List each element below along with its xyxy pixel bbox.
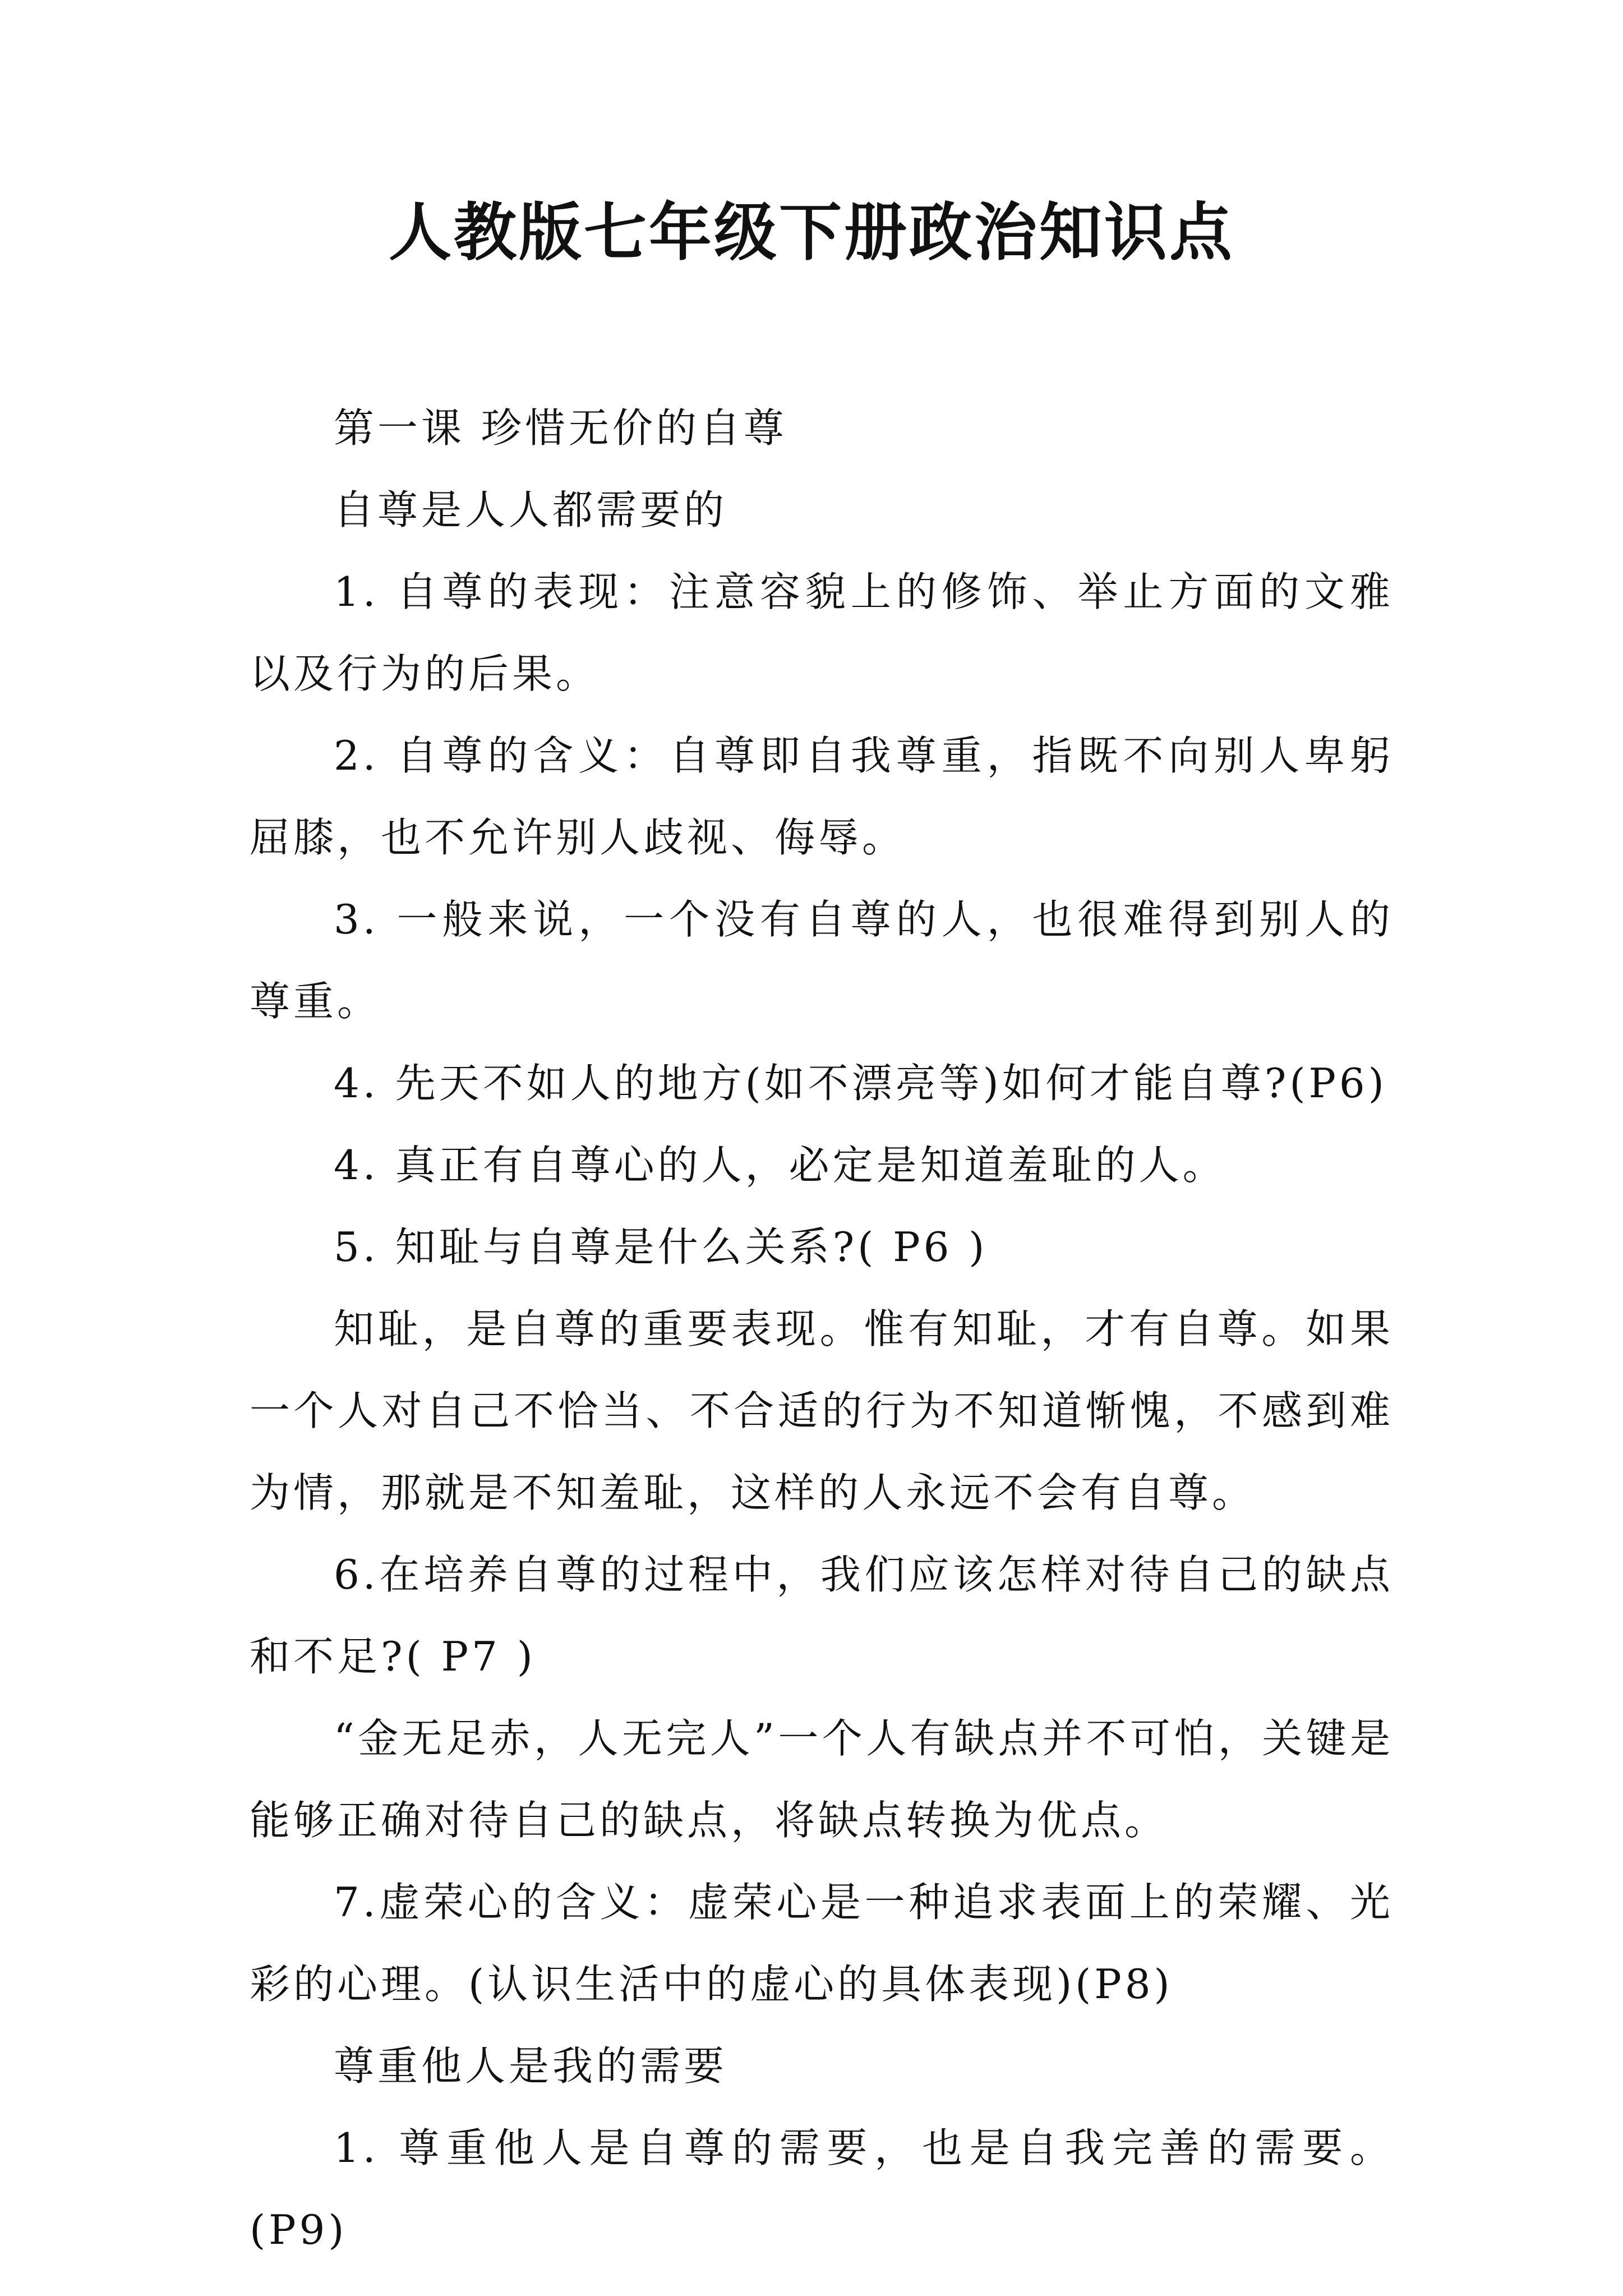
paragraph: 4. 先天不如人的地方(如不漂亮等)如何才能自尊?(P6) bbox=[334, 1060, 1387, 1107]
paragraph: 知耻，是自尊的重要表现。惟有知耻，才有自尊。如果一个人对自己不恰当、不合适的行为不知道惭愧，不感到难为情，那就是不知羞耻，这样的人永远不会有自尊。 bbox=[250, 1305, 1394, 1516]
lesson-heading: 第一课 珍惜无价的自尊 bbox=[334, 404, 787, 452]
paragraph: 3. 一般来说，一个没有自尊的人，也很难得到别人的尊重。 bbox=[250, 896, 1394, 1025]
paragraph: 1. 自尊的表现：注意容貌上的修饰、举止方面的文雅以及行为的后果。 bbox=[250, 568, 1394, 697]
document-body bbox=[250, 387, 1394, 2271]
paragraph: 2. 自尊的含义：自尊即自我尊重，指既不向别人卑躬屈膝，也不允许别人歧视、侮辱。 bbox=[250, 732, 1394, 861]
paragraph: 5. 知耻与自尊是什么关系?( P6 ) bbox=[334, 1223, 988, 1271]
document-title: 人教版七年级下册政治知识点 bbox=[389, 196, 1234, 269]
section-heading: 自尊是人人都需要的 bbox=[334, 486, 728, 533]
paragraph: “金无足赤，人无完人”一个人有缺点并不可怕，关键是能够正确对待自己的缺点，将缺点转换为优点。 bbox=[250, 1715, 1394, 1844]
paragraph: 4. 真正有自尊心的人，必定是知道羞耻的人。 bbox=[334, 1142, 1227, 1189]
paragraph: 7.虚荣心的含义：虚荣心是一种追求表面上的荣耀、光彩的心理。(认识生活中的虚心的具体表现)(P8) bbox=[250, 1879, 1394, 2008]
paragraph: 1. 尊重他人是自尊的需要，也是自我完善的需要。(P9) bbox=[250, 2124, 1394, 2253]
section-heading: 尊重他人是我的需要 bbox=[334, 2042, 728, 2090]
paragraph: 6.在培养自尊的过程中，我们应该怎样对待自己的缺点和不足?( P7 ) bbox=[250, 1551, 1394, 1680]
